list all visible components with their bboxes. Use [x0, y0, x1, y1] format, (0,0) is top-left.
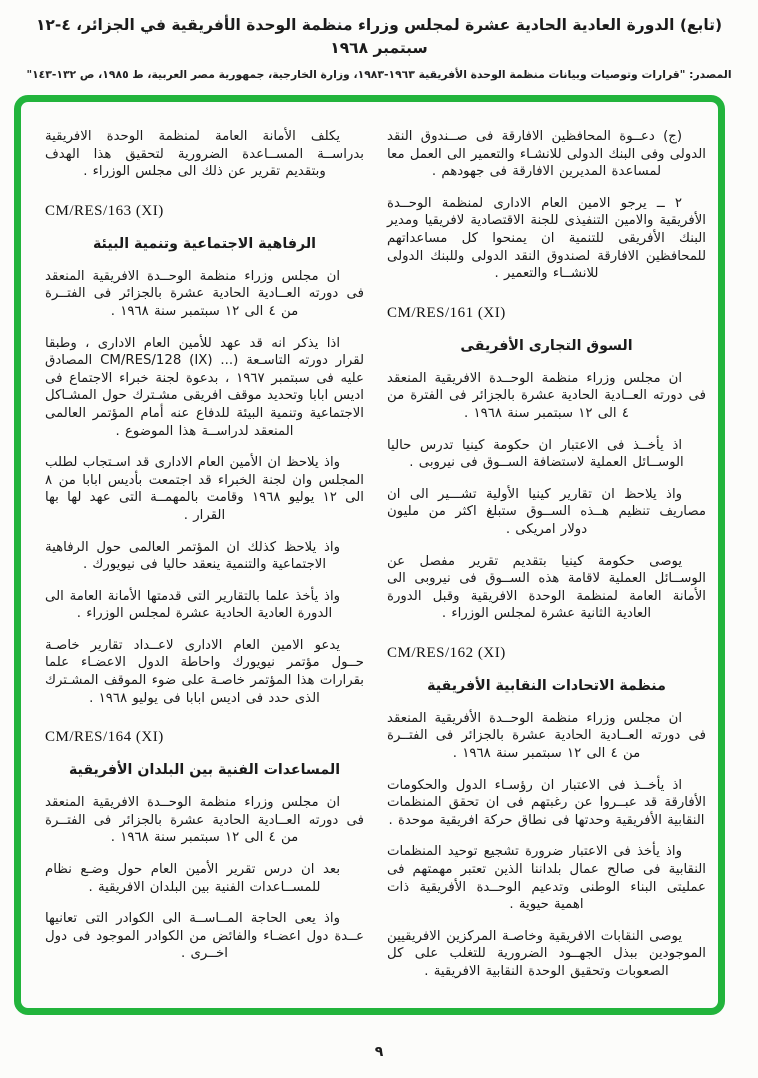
document-source: المصدر: "قرارات وتوصيات وبيانات منظمة الوحدة الأفريقية ١٩٦٣-١٩٨٣، وزارة الخارجية، جمهورية مصر العربية، ط ١٩٨٥، ص ١٣٢-١٤٣" — [26, 67, 732, 81]
page-number: ٩ — [374, 1044, 384, 1060]
body-paragraph: يوصى حكومة كينيا بتقديم تقرير مفصل عن الوســائل العملية لاقامة هذه الســوق فى نيروبى الى الأمانة العامة لمنظمة الوحدة الافريقية وقبل الدورة العادية الثانية عشرة لمجلس الوزراء . — [387, 553, 706, 622]
body-paragraph: ان مجلس وزراء منظمة الوحــدة الافريقية المنعقد فى دورته العــادية الحادية عشرة بالجزائر فى الفترة من ٤ الى ١٢ سبتمبر سنة ١٩٦٨ . — [387, 370, 706, 421]
body-paragraph: ٢ ــ يرجو الامين العام الادارى لمنظمة الوحــدة الأفريقية والامين التنفيذى للجنة الاقتصادية لافريقيا ومدير البنك الأفريقى للتنمية ان يمنحوا كل مساعداتهم للمحافظين الافارقة لصندوق النقد الدولى وللبنك الدولى للانشــاء والتعمير . — [387, 195, 706, 282]
body-paragraph: (ج) دعــوة المحافظين الافارقة فى صــندوق النقد الدولى وفى البنك الدولى للانشـاء والتعمير الى العمل معا لمساعدة المديرين الافارقة فى جهودهم . — [387, 129, 706, 180]
body-paragraph: واذ يلاحظ كذلك ان المؤتمر العالمى حول الرفاهية الاجتماعية والتنمية ينعقد حاليا فى نيويورك . — [45, 539, 341, 573]
body-paragraph: اذا يذكر انه قد عهد للأمين العام الادارى ، وطبقا لقرار دورته التاسـعة (... (CM/RES/128 (IX المصادق عليه فى سبتمبر ١٩٦٧ ، بدعوة لجنة خبراء الاجتماع فى اديس ابابا وتحديد موقف افريقى مشـترك حول المشـاكل الاجتماعية وتنمية البيئة للدفاع عنه أمام المؤتمر العالمى المنعقد لدراســة هذا الموضوع . — [45, 335, 365, 439]
body-paragraph: واذ يعى الحاجة المــاســة الى الكوادر التى تعانيها عــدة دول اعضـاء والفائض من الكوادر الموجود فى دول اخــرى . — [45, 911, 364, 962]
body-paragraph: اذ يأخــذ فى الاعتبار ان رؤسـاء الدول والحكومات الأفارقة قد عبــروا عن رغبتهم فى ان تحقق المنظمات النقابية الأفريقية وحدتها فى نطاق حركة افريقية موحدة . — [387, 777, 706, 828]
body-paragraph: ان مجلس وزراء منظمة الوحــدة الافريقية المنعقد فى دورته العــادية الحادية عشرة بالجزائر فى الفتــرة من ٤ الى ١٢ سبتمبر سنة ١٩٦٨ . — [45, 795, 364, 846]
body-paragraph: واذ يأخذ فى الاعتبار ضرورة تشجيع توحيد المنظمات النقابية فى صالح عمال بلداننا الذين تعتبر مهمتهم فى عمليتى البناء الوطنى وتدعيم الوحــدة الأفريقية ذات اهمية حيوية . — [387, 844, 706, 913]
body-paragraph: يدعو الامين العام الادارى لاعــداد تقارير خاصـة حــول مؤتمر نيويورك واحاطة الدول الاعضـاء علما بقرارات هذا المؤتمر خاصـة على ضوء الموقف المشـترك الذى حدد فى اديس ابابا فى يوليو ١٩٦٨ . — [45, 637, 364, 706]
body-paragraph: ان مجلس وزراء منظمة الوحــدة الافريقية المنعقد فى دورته العــادية الحادية عشرة بالجزائر فى الفتــرة من ٤ الى ١٢ سبتمبر سنة ١٩٦٨ . — [45, 268, 364, 319]
body-paragraph: واذ يلاحظ ان الأمين العام الادارى قد اسـتجاب لطلب المجلس وان لجنة الخبراء قد اجتمعت بأديس ابابا من ٨ الى ١٢ يوليو ١٩٦٨ وقامت بالمهمــة التى عهد لها بها القرار . — [45, 455, 365, 523]
resolution-code: CM/RES/161 (XI) — [387, 304, 506, 321]
body-paragraph: اذ يأخــذ فى الاعتبار ان حكومة كينيا تدرس حاليا الوســائل العملية لاستضافة الســوق فى نيروبى . — [387, 437, 684, 471]
section-heading: المساعدات الفنية بين البلدان الأفريقية — [68, 762, 341, 779]
section-heading: الرفاهية الاجتماعية وتنمية البيئة — [92, 235, 317, 252]
document-body — [21, 102, 718, 1008]
resolution-code: CM/RES/164 (XI) — [45, 729, 164, 746]
page-header — [20, 14, 738, 82]
body-paragraph: بعد ان درس تقرير الأمين العام حول وضـع نظام للمســاعدات الفنية بين البلدان الافريقية . — [45, 862, 341, 895]
resolution-code: CM/RES/162 (XI) — [387, 644, 506, 661]
column-right — [387, 128, 706, 1008]
body-paragraph: يوصى النقابات الافريقية وخاصـة المركزين الافريقيين الموجودين ببذل الجهــود الضرورية للتغلب على كل الصعوبات وتحقيق الوحدة النقابية الافريقية . — [387, 928, 706, 979]
body-paragraph: يكلف الأمانة العامة لمنظمة الوحدة الافريقية بدراســة المســاعدة الضرورية لتحقيق هذا الهدف وبتقديم تقرير عن ذلك الى مجلس الوزراء . — [45, 129, 364, 180]
section-heading: منظمة الاتحادات النقابية الأفريقية — [427, 677, 666, 694]
column-left — [45, 128, 364, 1008]
resolution-code: CM/RES/163 (XI) — [45, 202, 164, 219]
body-paragraph: واذ يأخذ علما بالتقارير التى قدمتها الأمانة العامة الى الدورة العادية الحادية عشرة لمجلس الوزراء . — [45, 588, 341, 622]
body-paragraph: واذ يلاحظ ان تقارير كينيا الأولية تشـــير الى ان مصاريف تنظيم هــذه الســوق ستبلغ اكثر من مليون دولار امريكى . — [387, 486, 706, 537]
document-title: (تابع) الدورة العادية الحادية عشرة لمجلس وزراء منظمة الوحدة الأفريقية في الجزائر، ٤-١٢ سبتمبر ١٩٦٨ — [35, 16, 723, 58]
section-heading: السوق التجارى الأفريقى — [460, 337, 633, 354]
body-paragraph: ان مجلس وزراء منظمة الوحــدة الأفريقية المنعقد فى دورته العــادية الحادية عشرة بالجزائر فى الفتــرة من ٤ الى ١٢ سبتمبر سنة ١٩٦٨ . — [387, 710, 706, 762]
